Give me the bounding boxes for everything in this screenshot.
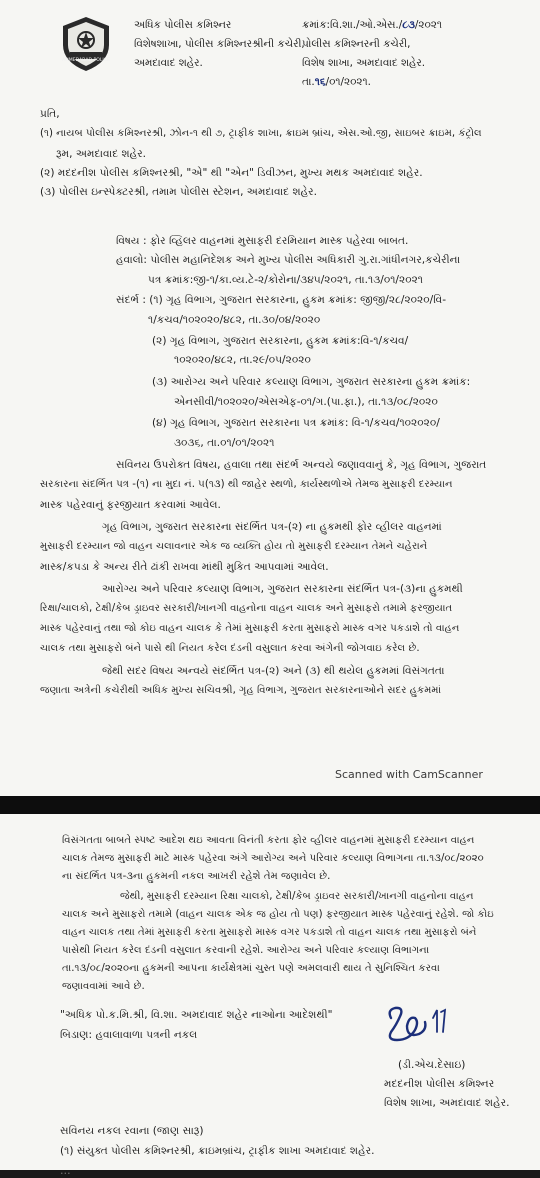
p2-paragraph-2: જેથી, મુસાફરી દરમ્યાન રિક્ષા ચાલકો, ટેક્ષી/કેબ ડ્રાઇવર સરકારી/ખાનગી વાહનોના વાહન [120, 891, 474, 902]
p2-paragraph-1: વિસંગતતા બાબતે સ્પષ્ટ આદેશ થઇ આવતા વિનંતી કરતા ફોર વ્હીલર વાહનમાં મુસાફરી દરમ્યાન વાહન [62, 835, 475, 846]
p2-paragraph-1-cont: ચાલક તેમજ મુસાફરી માટે માસ્ક પહેરવા અંગે આરોગ્ય અને પરિવાર કલ્યાણ વિભાગના તા.૧૩/૦૮/૨૦૨૦ [62, 853, 484, 864]
context-2: (૨) ગૃહ વિભાગ, ગુજરાત સરકારના, હુકમ ક્રમાંક:વિ-૧/કચવ/ [152, 335, 409, 347]
copy-recipient-1: (૧) સંયુક્ત પોલીસ કમિશ્નરશ્રી, ક્રાઇમબ્રાંચ, ટ્રાફીક શાખા અમદાવાદ શહેર. [60, 1145, 375, 1157]
body-paragraph-2-end: માસ્ક/કપડા કે અન્ય રીતે ઢાંકી રાખવા માંથી મુકિત આપવામાં આવેલ. [40, 561, 329, 573]
salutation: પ્રતિ, [40, 108, 60, 120]
reference-number: ક્રમાંક:વિ.શા./ઓ.એસ./૮૩/૨૦૨૧ [302, 19, 442, 31]
signatory-name: (ડી.એચ.દેસાઇ) [398, 1059, 466, 1071]
body-paragraph-3-cont: રિક્ષા/ચાલકો, ટેક્ષી/કેબ ડ્રાઇવર સરકારી/ખાનગી વાહનોના વાહન ચાલક અને મુસાફરો તમામે ફરજીયાત [40, 603, 453, 614]
signatory-designation: મદદનીશ પોલીસ કમિશ્નર [384, 1078, 495, 1090]
context-3-cont: એનસીવી/૧૦૨૦૨૦/એસએફ-૦૧/ગ.(પા.ફા.), તા.૧૩/૦૮/૨૦૨૦ [174, 396, 438, 408]
context-4: (૪) ગૃહ વિભાગ, ગુજરાત સરકારના પત્ર ક્રમાંક: વિ-૧/કચવ/૧૦૨૦૨૦/ [152, 417, 440, 429]
copy-forwarded-heading: સવિનય નકલ રવાના (જાણ સારૂ) [60, 1125, 204, 1137]
context-1-cont: ૧/કચવ/૧૦૨૦૨૦/૪૮૨, તા.૩૦/૦૪/૨૦૨૦ [148, 314, 321, 326]
body-paragraph-3-cont2: માસ્ક પહેરવાનું તથા જો કોઇ વાહન ચાલક કે તેમાં મુસાફરી કરતા મુસાફરો માસ્ક વગર પકડાશે તો વાહન [40, 623, 460, 634]
letterhead-left [134, 16, 305, 73]
reference-line-cont: પત્ર ક્રમાંક:જી-૧/કા.વ્ય.ટે-૨/કોરોના/૩૪૫/૨૦૨૧, તા.૧૩/૦૧/૨૦૨૧ [148, 274, 423, 286]
body-paragraph-4: જેથી સદર વિષય અન્વયે સંદર્ભિત પત્ર-(૨) અને (૩) થી થયેલ હુકમમાં વિસંગતતા [102, 665, 445, 677]
p2-paragraph-2-cont2: વાહન ચાલક તથા તેમાં મુસાફરી કરતા મુસાફરો માસ્ક વગર પકડાશે તો વાહન ચાલક તથા મુસાફરો બંને [62, 927, 477, 938]
letterhead-designation: અધિક પોલીસ કમિશ્નર [134, 19, 232, 31]
document-page-2 [0, 814, 540, 1177]
p2-paragraph-2-cont4: તા.૧૩/૦૮/૨૦૨૦ના હુકમની આપના કાર્યક્ષેત્રમાં ચુસ્ત પણે અમલવારી થાય તે સુનિશ્ચિત કરવા [62, 963, 440, 974]
context-1: સંદર્ભ : (૧) ગૃહ વિભાગ, ગુજરાત સરકારના, હુકમ ક્રમાંક: જીજી/૨૮/૨૦૨૦/વિ- [116, 294, 447, 306]
body-paragraph-1-cont: સરકારના સંદર્ભિત પત્ર -(૧) ના મુદા નં. ૫(૧૩) થી જાહેર સ્થળો, કાર્યસ્થળોએ તેમજ મુસાફરી દરમ્યાન [40, 479, 453, 490]
letter-date: તા.૧૬/૦૧/૨૦૨૧. [302, 76, 371, 88]
body-paragraph-3: આરોગ્ય અને પરિવાર કલ્યાણ વિભાગ, ગુજરાત સરકારના સંદર્ભિત પત્ર-(૩)ના હુકમથી [102, 583, 463, 595]
page-divider [0, 796, 540, 814]
letterhead-right-office: પોલીસ કમિશ્નરની કચેરી, [302, 38, 411, 50]
signatory-office: વિશેષ શાખા, અમદાવાદ શહેર. [384, 1097, 510, 1109]
subject-line: વિષય : ફોર વ્હિલર વાહનમાં મુસાફરી દરમિયાન માસ્ક પહેરવા બાબત. [116, 235, 409, 247]
context-4-cont: ૩૦૩૬, તા.૦૧/૦૧/૨૦૨૧ [174, 437, 275, 449]
context-2-cont: ૧૦૨૦૨૦/૪૮૨, તા.૨૯/૦૫/૨૦૨૦ [174, 354, 311, 366]
letterhead-city: અમદાવાદ શહેર. [134, 57, 203, 69]
p2-paragraph-2-cont3: પાસેથી નિયત કરેલ દંડની વસુલાત કરવાની રહેશે. આરોગ્ય અને પરિવાર કલ્યાણ વિભાગના [62, 945, 430, 956]
body-paragraph-2: ગૃહ વિભાગ, ગુજરાત સરકારના સંદર્ભિત પત્ર-(૨) ના હુકમથી ફોર વ્હીલર વાહનમાં [102, 521, 442, 533]
recipient-1: (૧) નાયબ પોલીસ કમિશ્નરશ્રી, ઝોન-૧ થી ૭, ટ્રાફીક શાખા, ક્રાઇમ બ્રાંચ, એસ.ઓ.જી, સાઇબર ક્રાઇમ, કંટ્રોલ [40, 128, 482, 139]
letterhead-right-city: વિશેષ શાખા, અમદાવાદ શહેર. [302, 57, 426, 69]
police-emblem-logo [56, 14, 116, 74]
handwritten-signature [385, 1004, 465, 1052]
context-3: (૩) આરોગ્ય અને પરિવાર કલ્યાણ વિભાગ, ગુજરાત સરકારના હુકમ ક્રમાંક: [152, 376, 471, 388]
body-paragraph-1: સવિનય ઉપરોક્ત વિષય, હવાલા તથા સંદર્ભ અન્વયે જણાવવાનું કે, ગૃહ વિભાગ, ગુજરાત [116, 459, 487, 471]
body-paragraph-4-cont: જણાતા અત્રેની કચેરીથી અધિક મુખ્ય સચિવશ્રી, ગૃહ વિભાગ, ગુજરાત સરકારનાઓને સદર હુકમમાં [40, 685, 442, 696]
scanner-watermark: Scanned with CamScanner [335, 768, 483, 781]
body-paragraph-3-end: ચાલક તથા મુસાફરો બંને પાસે થી નિયત કરેલ દંડની વસુલાત કરવા અંગેની જોગવાઇ કરેલ છે. [40, 643, 420, 654]
letterhead-right [302, 16, 442, 92]
copy-recipient-2-cut: … [60, 1165, 71, 1177]
body-paragraph-2-cont: મુસાફરી દરમ્યાન જો વાહન ચલાવનાર એક જ વ્યક્તિ હોય તો મુસાફરી દરમ્યાન તેમને ચહેરાને [40, 541, 428, 552]
p2-paragraph-2-cont: ચાલક અને મુસાફરો તમામે (વાહન ચાલક એક જ હોય તો પણ) ફરજીયાત માસ્ક પહેરવાનું રહેશે. જો કોઇ [62, 909, 494, 920]
body-paragraph-1-end: માસ્ક પહેરવાનું ફરજીયાત કરવામાં આવેલ. [40, 499, 221, 511]
enclosure: બિડાણ: હવાલાવાળા પત્રની નકલ [60, 1029, 198, 1041]
letterhead-office: વિશેષશાખા, પોલીસ કમિશ્નરશ્રીની કચેરી, [134, 38, 305, 50]
reference-line: હવાલો: પોલીસ મહાનિદેશક અને મુખ્ય પોલીસ અધિકારી ગુ.રા.ગાંધીનગર,કચેરીના [116, 254, 461, 266]
recipient-2: (૨) મદદનીશ પોલીસ કમિશ્નરશ્રી, "એ" થી "એન" ડિવીઝન, મુખ્ય મથક અમદાવાદ શહેર. [40, 167, 423, 179]
p2-paragraph-1-end: ના સંદર્ભિત પત્ર-૩ના હુકમની નકલ આખરી રહેશે તેમ જણાવેલ છે. [62, 871, 331, 882]
p2-paragraph-2-end: જણાવવામાં આવે છે. [62, 981, 145, 992]
recipient-1-cont: રૂમ, અમદાવાદ શહેર. [56, 148, 147, 160]
recipient-3: (૩) પોલીસ ઇન્સ્પેક્ટરશ્રી, તમામ પોલીસ સ્ટેશન, અમદાવાદ શહેર. [40, 186, 318, 198]
order-authority: "અધિક પો.ક.મિ.શ્રી, વિ.શા. અમદાવાદ શહેર નાઓના આદેશથી" [60, 1009, 333, 1021]
emblem-caption: AHMEDABAD POLICE [62, 58, 110, 63]
